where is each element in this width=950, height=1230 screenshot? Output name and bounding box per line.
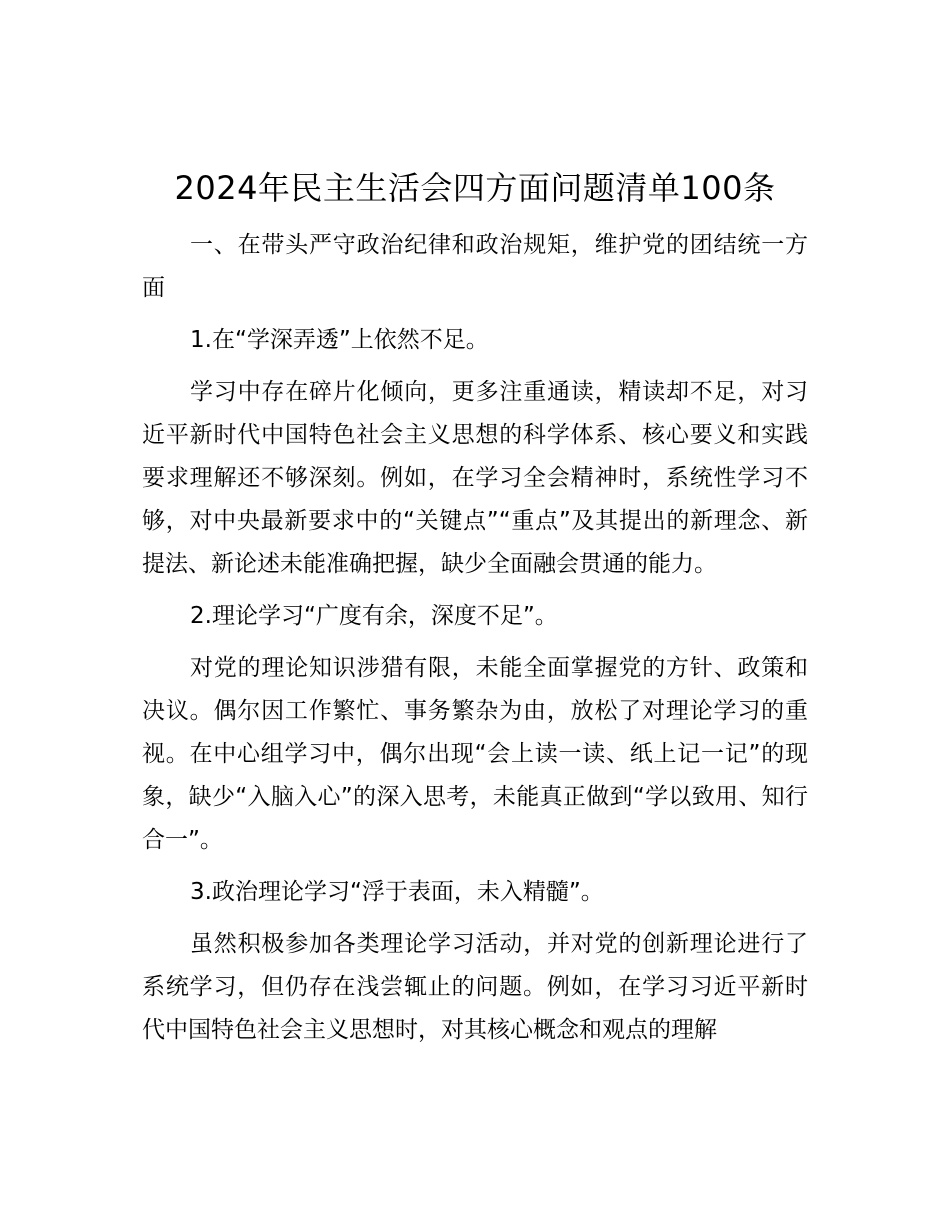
item-paragraph: 对党的理论知识涉猎有限，未能全面掌握党的方针、政策和决议。偶尔因工作繁忙、事务繁杂为由，放松了对理论学习的重视。在中心组学习中，偶尔出现“会上读一读、纸上记一记”的现象，缺少“入脑入心”的深入思考，未能真正做到“学以致用、知行合一”。 [142,655,808,853]
item-paragraph: 学习中存在碎片化倾向，更多注重通读，精读却不足，对习近平新时代中国特色社会主义思想的科学体系、核心要义和实践要求理解还不够深刻。例如，在学习全会精神时，系统性学习不够，对中央最新要求中的“关键点”“重点”及其提出的新理念、新提法、新论述未能准确把握，缺少全面融会贯通的能力。 [142,379,808,577]
item-paragraph: 虽然积极参加各类理论学习活动，并对党的创新理论进行了系统学习，但仍存在浅尝辄止的问题。例如，在学习习近平新时代中国特色社会主义思想时，对其核心概念和观点的理解 [142,931,808,1043]
document-title: 2024年民主生活会四方面问题清单100条 [174,169,776,207]
item-heading: 2.理论学习“广度有余，深度不足”。 [190,603,558,629]
item-heading: 3.政治理论学习“浮于表面，未入精髓”。 [190,879,604,905]
item-heading: 1.在“学深弄透”上依然不足。 [190,327,489,353]
section-heading: 一、在带头严守政治纪律和政治规矩，维护党的团结统一方面 [142,232,808,301]
document-body [142,224,808,1052]
